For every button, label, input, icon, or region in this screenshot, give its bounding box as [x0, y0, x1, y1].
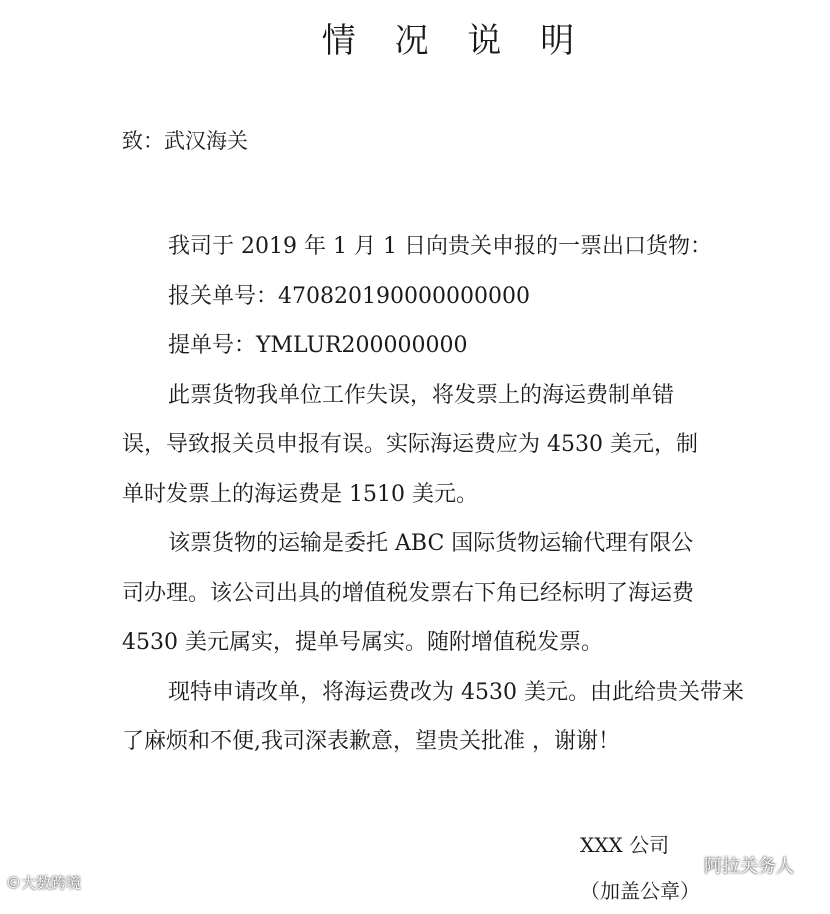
watermark-left: ©大数跨境: [6, 874, 82, 892]
watermark-right: [664, 852, 794, 878]
addressee-line: 致：武汉海关: [122, 129, 248, 153]
watermark-right-text: 阿拉关务人: [704, 856, 794, 877]
wechat-icon: [664, 853, 696, 877]
shipping-agent-paragraph-line: 司办理。该公司出具的增值税发票右下角已经标明了海运费: [122, 580, 695, 606]
shipping-agent-paragraph-line: 4530 美元属实，提单号属实。随附增值税发票。: [122, 630, 603, 655]
request-paragraph-line: 现特申请改单，将海运费改为 4530 美元。由此给贵关带来: [168, 679, 744, 705]
error-paragraph-line: 此票货物我单位工作失误，将发票上的海运费制单错: [168, 382, 675, 408]
error-paragraph-line: 单时发票上的海运费是 1510 美元。: [122, 481, 478, 507]
declaration-intro: 我司于 2019 年 1 月 1 日向贵关申报的一票出口货物：: [168, 234, 712, 259]
customs-declaration-number: 报关单号：470820190000000000: [168, 283, 530, 309]
error-paragraph-line: 误，导致报关员申报有误。实际海运费应为 4530 美元，制: [122, 432, 698, 457]
document-body: [122, 222, 747, 767]
request-paragraph-line: 了麻烦和不便,我司深表歉意，望贵关批准 ，谢谢！: [122, 729, 620, 754]
document-title: 情 况 说 明: [321, 21, 589, 61]
shipping-agent-paragraph-line: 该票货物的运输是委托 ABC 国际货物运输代理有限公: [168, 531, 694, 556]
signature-seal-note: （加盖公章）: [580, 879, 700, 903]
bill-of-lading-number: 提单号：YMLUR200000000: [168, 333, 468, 358]
signature-company: XXX 公司: [580, 833, 670, 857]
